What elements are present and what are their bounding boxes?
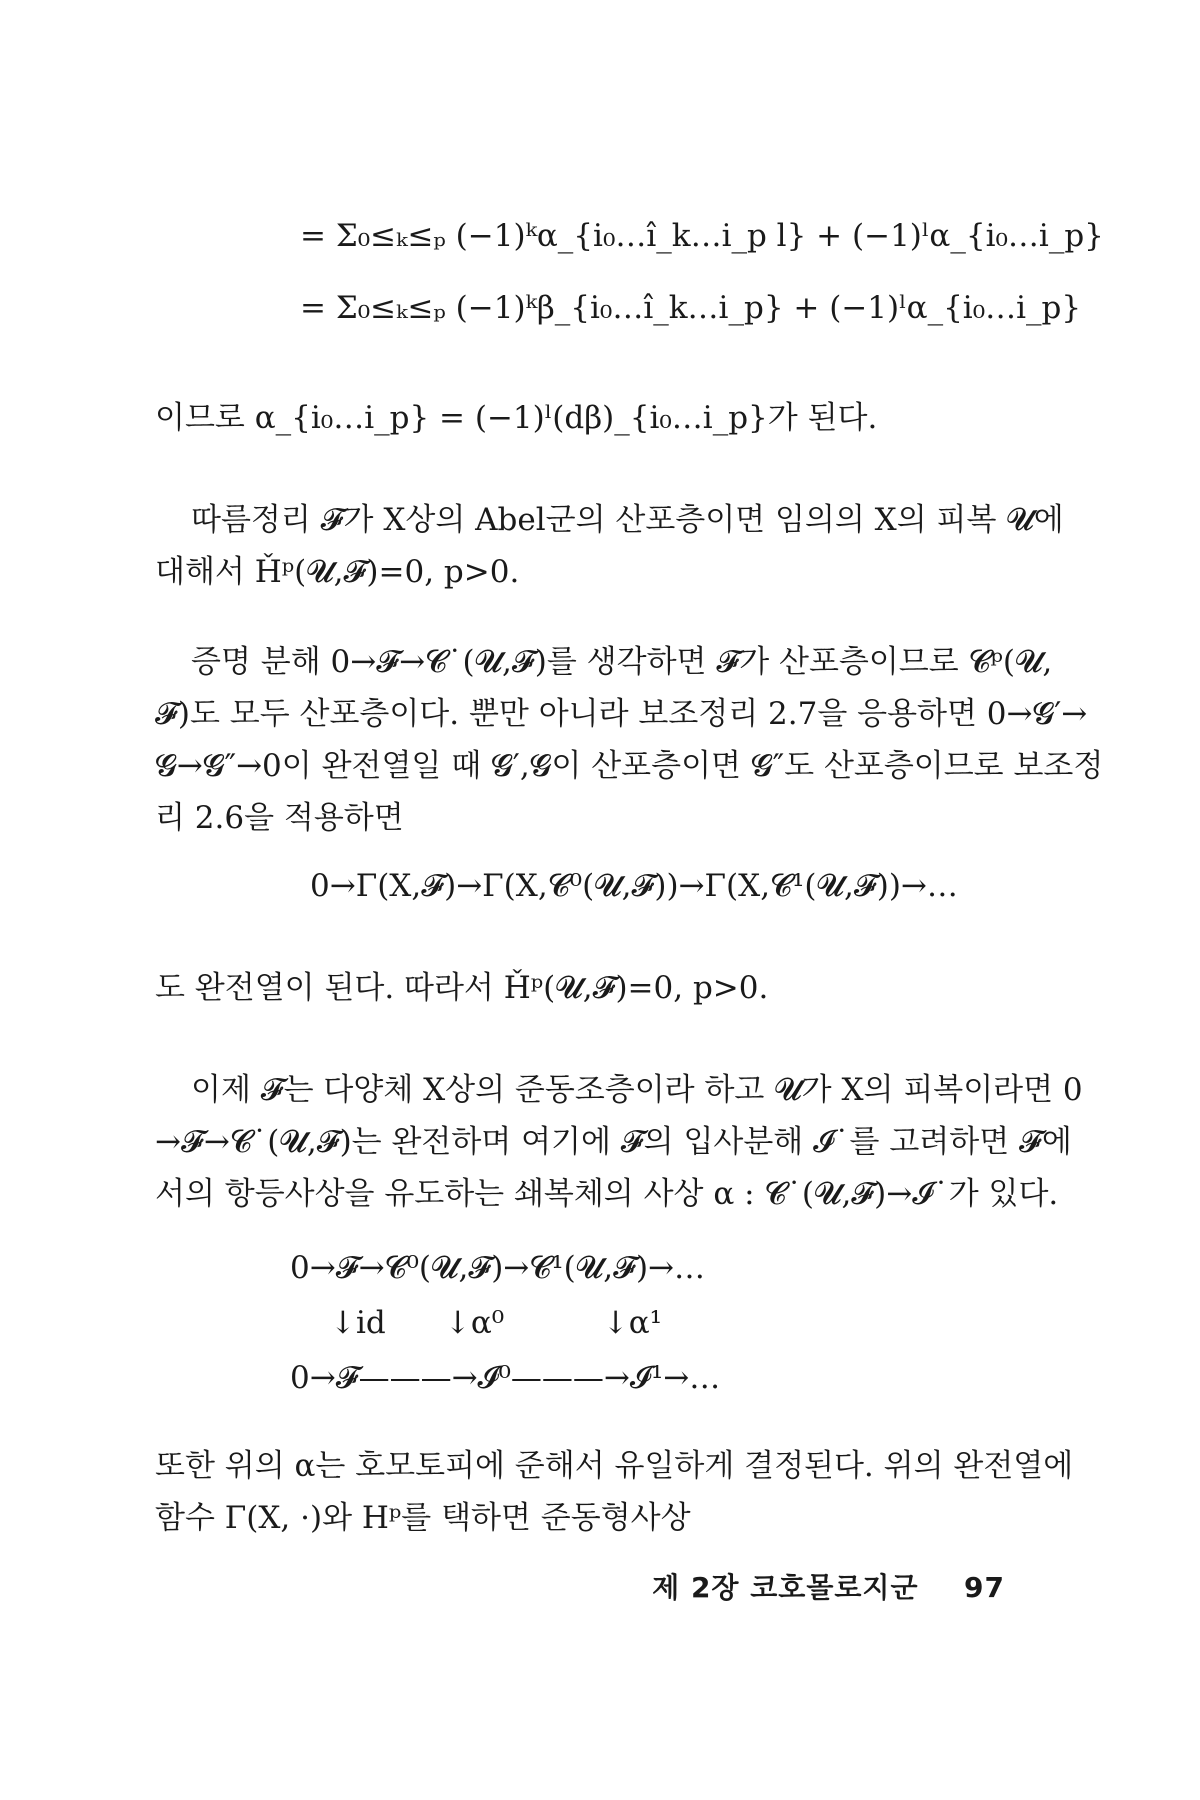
text-line: 또한 위의 α는 호모토피에 준해서 유일하게 결정된다. 위의 완전열에 xyxy=(155,1448,1074,1484)
text-line: 리 2.6을 적용하면 xyxy=(155,800,404,836)
page-number: 97 xyxy=(964,1571,1005,1604)
text-line: 증명 분해 0→𝓕→𝓒˙(𝓤,𝓕)를 생각하면 𝓕가 산포층이므로 𝓒ᵖ(𝓤, xyxy=(191,644,1053,680)
chapter-title: 제 2장 코호몰로지군 xyxy=(652,1571,919,1604)
paragraph-exact xyxy=(155,962,1035,1014)
equation-sum-beta: = Σ₀≤ₖ≤ₚ (−1)ᵏβ_{i₀…î_k…i_p} + (−1)ˡα_{i₀…i_p} xyxy=(300,290,1082,326)
text-line: 서의 항등사상을 유도하는 쇄복체의 사상 α : 𝓒˙(𝓤,𝓕)→𝓘˙가 있다. xyxy=(155,1176,1059,1212)
text-line: 𝓕)도 모두 산포층이다. 뿐만 아니라 보조정리 2.7을 응용하면 0→𝓖′→ xyxy=(155,696,1088,732)
text-line: 𝓖→𝓖″→0이 완전열일 때 𝓖′,𝓖이 산포층이면 𝓖″도 산포층이므로 보조정 xyxy=(155,748,1104,784)
text-line: 대해서 Ȟᵖ(𝓤,𝓕)=0, p>0. xyxy=(155,554,520,590)
text-line: 이제 𝓕는 다양체 X상의 준동조층이라 하고 𝓤가 X의 피복이라면 0 xyxy=(191,1072,1083,1108)
text-line: →𝓕→𝓒˙(𝓤,𝓕)는 완전하며 여기에 𝓕의 입사분해 𝓘˙를 고려하면 𝓕에 xyxy=(155,1124,1072,1160)
commutative-diagram-bottom-row: 0→𝓕———→𝓘⁰———→𝓘¹→… xyxy=(290,1360,721,1396)
page-footer xyxy=(652,1566,1005,1606)
text-line: 이므로 α_{i₀…i_p} = (−1)ˡ(dβ)_{i₀…i_p}가 된다. xyxy=(155,400,878,436)
commutative-diagram-arrows: ↓id ↓α⁰ ↓α¹ xyxy=(330,1305,663,1341)
text-line: 따름정리 𝓕가 X상의 Abel군의 산포층이면 임의의 X의 피복 𝓤에 xyxy=(191,502,1064,538)
paragraph-homotopy xyxy=(155,1440,1074,1544)
paragraph-conclusion xyxy=(155,392,1035,444)
commutative-diagram-top-row: 0→𝓕→𝓒⁰(𝓤,𝓕)→𝓒¹(𝓤,𝓕)→… xyxy=(290,1250,706,1286)
text-line: 도 완전열이 된다. 따라서 Ȟᵖ(𝓤,𝓕)=0, p>0. xyxy=(155,970,769,1006)
paragraph-resolution xyxy=(155,1064,1083,1220)
text-line: 함수 Γ(X, ·)와 Hᵖ를 택하면 준동형사상 xyxy=(155,1500,691,1536)
equation-sum-alpha: = Σ₀≤ₖ≤ₚ (−1)ᵏα_{i₀…î_k…i_p l} + (−1)ˡα_{i₀…i_p} xyxy=(300,218,1104,254)
equation-exact-sequence: 0→Γ(X,𝓕)→Γ(X,𝓒⁰(𝓤,𝓕))→Γ(X,𝓒¹(𝓤,𝓕))→… xyxy=(310,868,958,904)
proof xyxy=(155,636,1104,844)
corollary xyxy=(155,494,1064,598)
